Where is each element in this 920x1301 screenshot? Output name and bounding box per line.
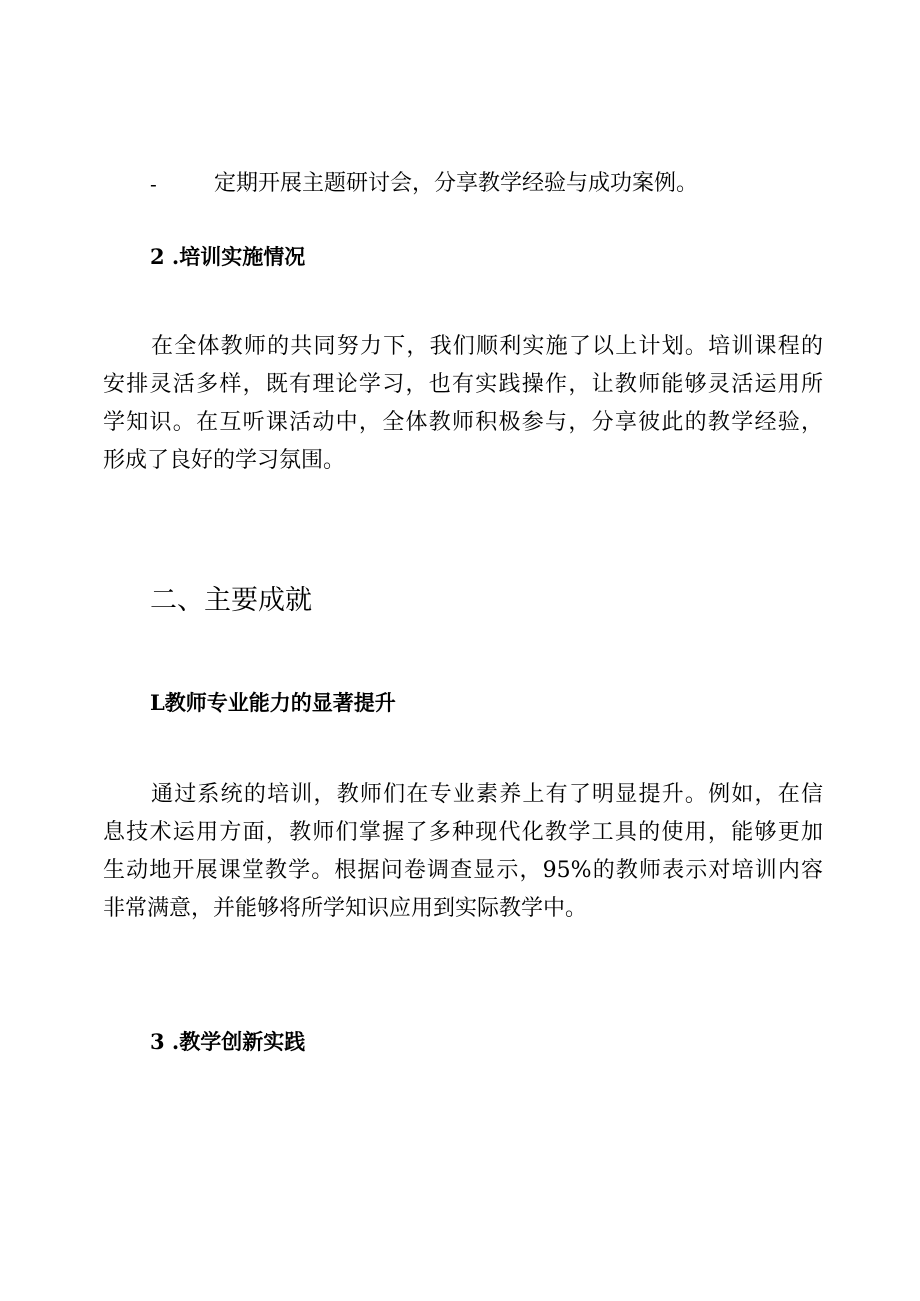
paragraph-line: 学知识。在互听课活动中，全体教师积极参与，分享彼此的教学经验， <box>103 410 823 435</box>
paragraph-line: 非常满意，并能够将所学知识应用到实际教学中。 <box>103 896 588 921</box>
bullet-dash: - <box>150 172 157 196</box>
subheading-teaching-innovation: 3 .教学创新实践 <box>150 1029 306 1054</box>
paragraph-line: 通过系统的培训，教师们在专业素养上有了明显提升。例如，在信 <box>151 782 823 807</box>
paragraph-line: 形成了良好的学习氛围。 <box>103 448 346 473</box>
bullet-text: 定期开展主题研讨会，分享教学经验与成功案例。 <box>214 171 699 196</box>
paragraph-implementation <box>103 328 823 480</box>
subheading-training-implementation: 2 .培训实施情况 <box>150 244 306 269</box>
bullet-item <box>150 166 850 202</box>
paragraph-ability <box>103 776 823 928</box>
paragraph-line: 在全体教师的共同努力下，我们顺利实施了以上计划。培训课程的 <box>151 334 823 359</box>
subheading-professional-ability: L教师专业能力的显著提升 <box>150 690 396 715</box>
section-title-main-achievements: 二、主要成就 <box>150 585 312 616</box>
paragraph-line: 安排灵活多样，既有理论学习，也有实践操作，让教师能够灵活运用所 <box>103 372 823 397</box>
paragraph-line: 息技术运用方面，教师们掌握了多种现代化教学工具的使用，能够更加 <box>103 820 823 845</box>
paragraph-line: 生动地开展课堂教学。根据问卷调查显示，95%的教师表示对培训内容 <box>103 858 823 883</box>
